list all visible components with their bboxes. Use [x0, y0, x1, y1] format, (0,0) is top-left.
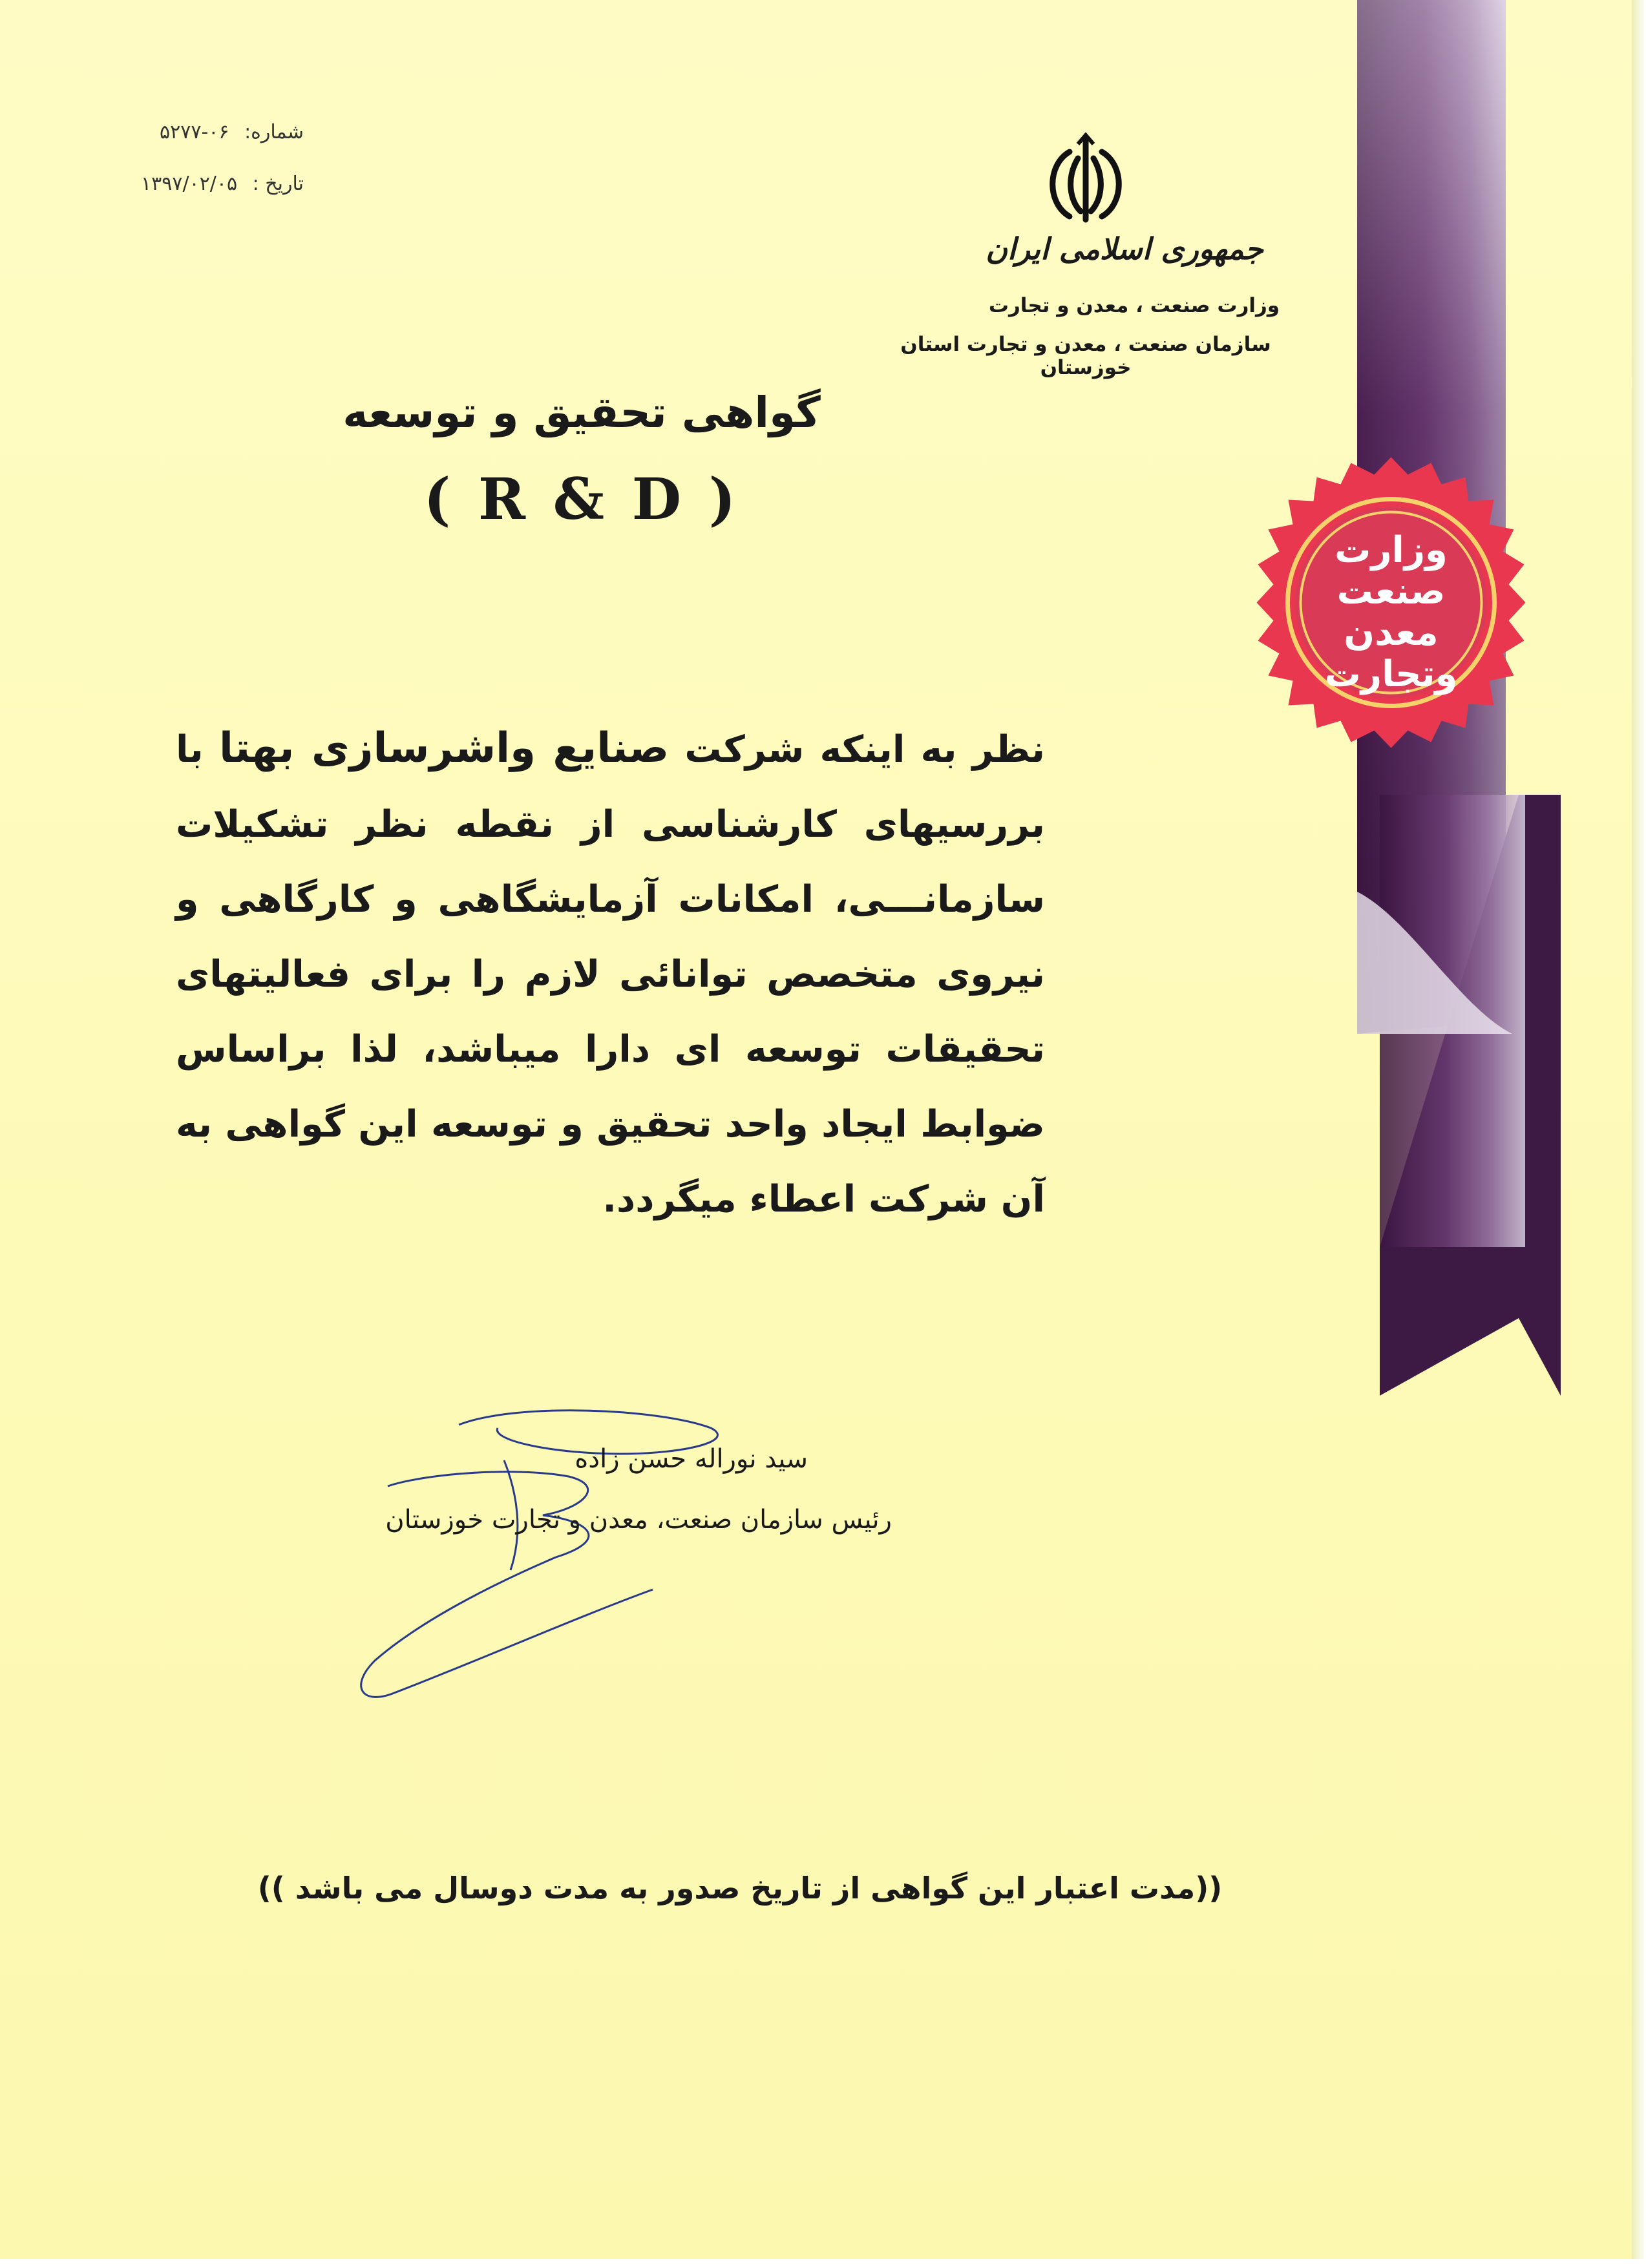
seal-line-2: صنعت	[1336, 571, 1446, 613]
scan-edge-bottom	[0, 2259, 1646, 2268]
signatory-block	[259, 1444, 905, 1535]
iran-emblem-icon	[1040, 132, 1131, 226]
certificate-title-en: ( R & D )	[423, 465, 740, 532]
body-text: با بررسیهای کارشناسی از نقطه نظر تشکیلات سازمانـــی، امکانات آزمایشگاهی و کارگاهی و نیروی متخصص توانائی لازم را برای فعالیتهای تحقیقات توسعه ای دارا میباشد، لذا براساس ضوابط ایجاد واحد تحقیق و توسعه این گواهی به آن شرکت اعطاء میگردد.	[176, 728, 1045, 1221]
ministry-name: وزارت صنعت ، معدن و تجارت	[988, 294, 1280, 317]
body-intro: نظر به اینکه شرکت	[684, 728, 1045, 771]
scan-edge-right	[1632, 0, 1646, 2268]
number-label: شماره:	[244, 121, 304, 143]
validity-note: ((مدت اعتبار این گواهی از تاریخ صدور به مدت دوسال می باشد ))	[257, 1871, 1223, 1906]
certificate-body	[176, 711, 1045, 1237]
certificate-title: گواهی تحقیق و توسعه	[343, 388, 821, 437]
organization-name: سازمان صنعت ، معدن و تجارت استان خوزستان	[900, 333, 1271, 379]
signatory-title: رئیس سازمان صنعت، معدن و تجارت خوزستان	[385, 1505, 892, 1535]
signatory-name: سید نوراله حسن زاده	[575, 1444, 808, 1474]
letter-meta	[97, 107, 304, 210]
number-row	[97, 107, 304, 158]
seal-line-3: معدن	[1344, 612, 1439, 654]
republic-title: جمهوری اسلامی ایران	[986, 231, 1263, 266]
seal-line-1: وزارت	[1335, 529, 1448, 571]
date-row	[97, 158, 304, 210]
seal-line-4: وتجارت	[1324, 653, 1458, 695]
company-name: صنایع واشرسازی بهتا	[218, 724, 670, 772]
date-value: ۱۳۹۷/۰۲/۰۵	[140, 173, 238, 195]
seal-text	[1302, 530, 1480, 695]
date-label: تاریخ :	[252, 173, 304, 195]
issuer-header	[866, 229, 1305, 379]
number-value: ۰۶-۵۲۷۷	[160, 121, 229, 143]
